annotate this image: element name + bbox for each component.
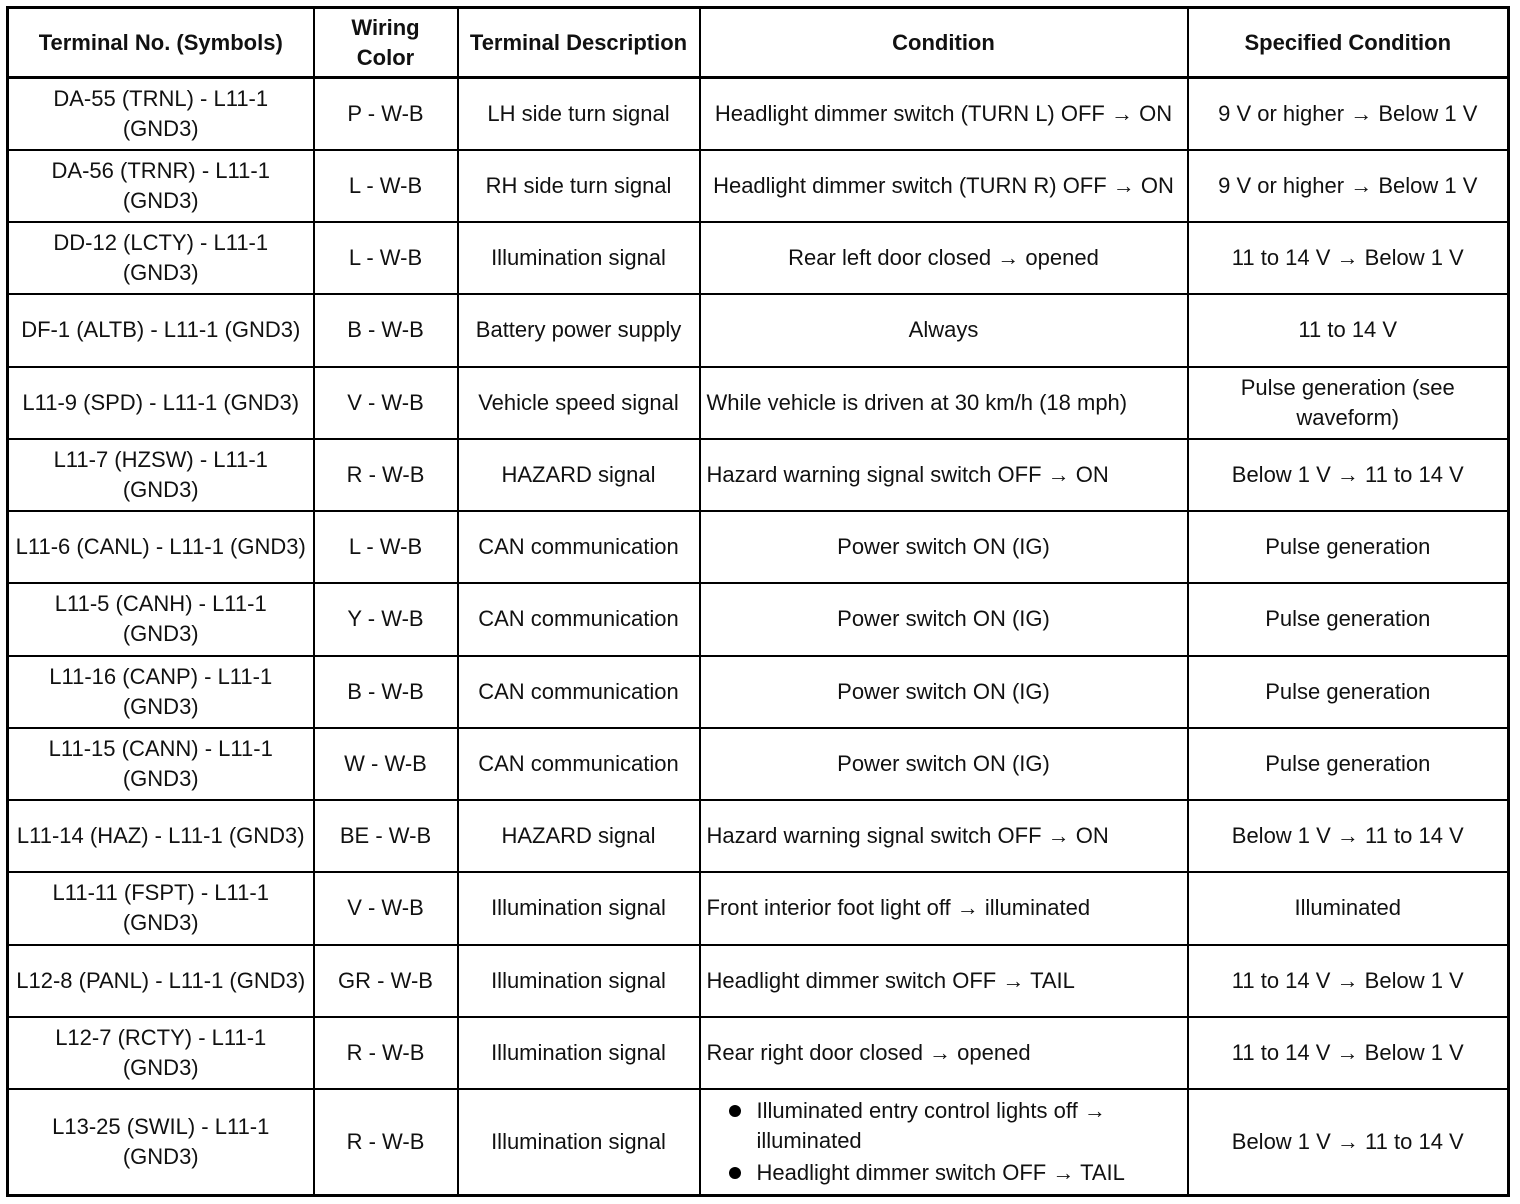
cell-wiring-color: R - W-B xyxy=(314,1089,458,1196)
header-wiring-color: Wiring Color xyxy=(314,8,458,78)
table-row xyxy=(8,439,1509,511)
condition-bullet-item xyxy=(707,1096,1181,1156)
cell-condition: Rear right door closed → opened xyxy=(700,1017,1188,1089)
cell-description: Illumination signal xyxy=(458,222,700,294)
table-row xyxy=(8,800,1509,872)
table-row xyxy=(8,78,1509,150)
cell-specified: Pulse generation (see waveform) xyxy=(1188,367,1509,439)
cell-description: HAZARD signal xyxy=(458,439,700,511)
table-row xyxy=(8,1089,1509,1196)
bullet-dot-icon xyxy=(729,1105,741,1117)
condition-bullet-list xyxy=(707,1096,1181,1188)
cell-specified: Pulse generation xyxy=(1188,511,1509,583)
cell-condition: Hazard warning signal switch OFF → ON xyxy=(700,800,1188,872)
cell-condition: Headlight dimmer switch (TURN L) OFF → ON xyxy=(700,78,1188,150)
cell-description: Illumination signal xyxy=(458,1017,700,1089)
cell-description: Illumination signal xyxy=(458,945,700,1017)
cell-description: RH side turn signal xyxy=(458,150,700,222)
cell-specified: 11 to 14 V → Below 1 V xyxy=(1188,222,1509,294)
cell-condition: Headlight dimmer switch OFF → TAIL xyxy=(700,945,1188,1017)
cell-wiring-color: B - W-B xyxy=(314,656,458,728)
table-row xyxy=(8,656,1509,728)
cell-terminal: L11-11 (FSPT) - L11-1 (GND3) xyxy=(8,872,314,944)
cell-specified: 11 to 14 V → Below 1 V xyxy=(1188,945,1509,1017)
cell-wiring-color: V - W-B xyxy=(314,872,458,944)
table-row xyxy=(8,583,1509,655)
table-row xyxy=(8,367,1509,439)
header-condition: Condition xyxy=(700,8,1188,78)
cell-condition: Rear left door closed → opened xyxy=(700,222,1188,294)
table-body xyxy=(8,78,1509,1196)
cell-wiring-color: BE - W-B xyxy=(314,800,458,872)
cell-description: Illumination signal xyxy=(458,872,700,944)
cell-description: Battery power supply xyxy=(458,294,700,366)
table-row xyxy=(8,150,1509,222)
cell-specified: Pulse generation xyxy=(1188,656,1509,728)
cell-condition: Power switch ON (IG) xyxy=(700,728,1188,800)
table-row xyxy=(8,728,1509,800)
cell-wiring-color: R - W-B xyxy=(314,439,458,511)
header-terminal: Terminal No. (Symbols) xyxy=(8,8,314,78)
cell-description: Illumination signal xyxy=(458,1089,700,1196)
header-row xyxy=(8,8,1509,78)
cell-wiring-color: L - W-B xyxy=(314,222,458,294)
condition-bullet-text: Illuminated entry control lights off → illuminated xyxy=(756,1098,1106,1153)
cell-specified: Illuminated xyxy=(1188,872,1509,944)
table-row xyxy=(8,872,1509,944)
cell-description: CAN communication xyxy=(458,656,700,728)
cell-specified: 11 to 14 V → Below 1 V xyxy=(1188,1017,1509,1089)
cell-terminal: L11-6 (CANL) - L11-1 (GND3) xyxy=(8,511,314,583)
cell-condition: Hazard warning signal switch OFF → ON xyxy=(700,439,1188,511)
cell-wiring-color: V - W-B xyxy=(314,367,458,439)
table-row xyxy=(8,294,1509,366)
cell-description: CAN communication xyxy=(458,511,700,583)
cell-specified: 9 V or higher → Below 1 V xyxy=(1188,150,1509,222)
cell-description: CAN communication xyxy=(458,583,700,655)
cell-condition: Power switch ON (IG) xyxy=(700,511,1188,583)
table-row xyxy=(8,511,1509,583)
cell-wiring-color: P - W-B xyxy=(314,78,458,150)
cell-terminal: DA-55 (TRNL) - L11-1 (GND3) xyxy=(8,78,314,150)
cell-terminal: L11-9 (SPD) - L11-1 (GND3) xyxy=(8,367,314,439)
cell-specified: Pulse generation xyxy=(1188,728,1509,800)
cell-terminal: DF-1 (ALTB) - L11-1 (GND3) xyxy=(8,294,314,366)
cell-specified: Below 1 V → 11 to 14 V xyxy=(1188,800,1509,872)
cell-terminal: L12-8 (PANL) - L11-1 (GND3) xyxy=(8,945,314,1017)
cell-terminal: L11-7 (HZSW) - L11-1 (GND3) xyxy=(8,439,314,511)
cell-description: CAN communication xyxy=(458,728,700,800)
cell-specified: Pulse generation xyxy=(1188,583,1509,655)
cell-terminal: L11-16 (CANP) - L11-1 (GND3) xyxy=(8,656,314,728)
header-terminal-description: Terminal Description xyxy=(458,8,700,78)
cell-specified: Below 1 V → 11 to 14 V xyxy=(1188,1089,1509,1196)
cell-condition: Power switch ON (IG) xyxy=(700,583,1188,655)
terminal-spec-table xyxy=(6,6,1510,1197)
cell-terminal: L11-5 (CANH) - L11-1 (GND3) xyxy=(8,583,314,655)
cell-wiring-color: W - W-B xyxy=(314,728,458,800)
condition-bullet-item xyxy=(707,1158,1181,1188)
cell-wiring-color: L - W-B xyxy=(314,511,458,583)
cell-terminal: L11-14 (HAZ) - L11-1 (GND3) xyxy=(8,800,314,872)
cell-terminal: DA-56 (TRNR) - L11-1 (GND3) xyxy=(8,150,314,222)
cell-condition: While vehicle is driven at 30 km/h (18 mph) xyxy=(700,367,1188,439)
cell-condition: Power switch ON (IG) xyxy=(700,656,1188,728)
cell-wiring-color: B - W-B xyxy=(314,294,458,366)
cell-description: LH side turn signal xyxy=(458,78,700,150)
cell-specified: 11 to 14 V xyxy=(1188,294,1509,366)
bullet-dot-icon xyxy=(729,1167,741,1179)
cell-wiring-color: L - W-B xyxy=(314,150,458,222)
cell-terminal: L11-15 (CANN) - L11-1 (GND3) xyxy=(8,728,314,800)
condition-bullet-text: Headlight dimmer switch OFF → TAIL xyxy=(756,1160,1125,1185)
cell-terminal: L12-7 (RCTY) - L11-1 (GND3) xyxy=(8,1017,314,1089)
table-row xyxy=(8,222,1509,294)
cell-condition: Headlight dimmer switch (TURN R) OFF → ON xyxy=(700,150,1188,222)
cell-condition: Always xyxy=(700,294,1188,366)
cell-wiring-color: R - W-B xyxy=(314,1017,458,1089)
cell-terminal: DD-12 (LCTY) - L11-1 (GND3) xyxy=(8,222,314,294)
cell-description: HAZARD signal xyxy=(458,800,700,872)
cell-condition: Front interior foot light off → illuminated xyxy=(700,872,1188,944)
table-row xyxy=(8,1017,1509,1089)
cell-specified: 9 V or higher → Below 1 V xyxy=(1188,78,1509,150)
header-specified-condition: Specified Condition xyxy=(1188,8,1509,78)
cell-wiring-color: GR - W-B xyxy=(314,945,458,1017)
table-header xyxy=(8,8,1509,78)
cell-condition xyxy=(700,1089,1188,1196)
cell-specified: Below 1 V → 11 to 14 V xyxy=(1188,439,1509,511)
cell-description: Vehicle speed signal xyxy=(458,367,700,439)
cell-wiring-color: Y - W-B xyxy=(314,583,458,655)
cell-terminal: L13-25 (SWIL) - L11-1 (GND3) xyxy=(8,1089,314,1196)
table-row xyxy=(8,945,1509,1017)
